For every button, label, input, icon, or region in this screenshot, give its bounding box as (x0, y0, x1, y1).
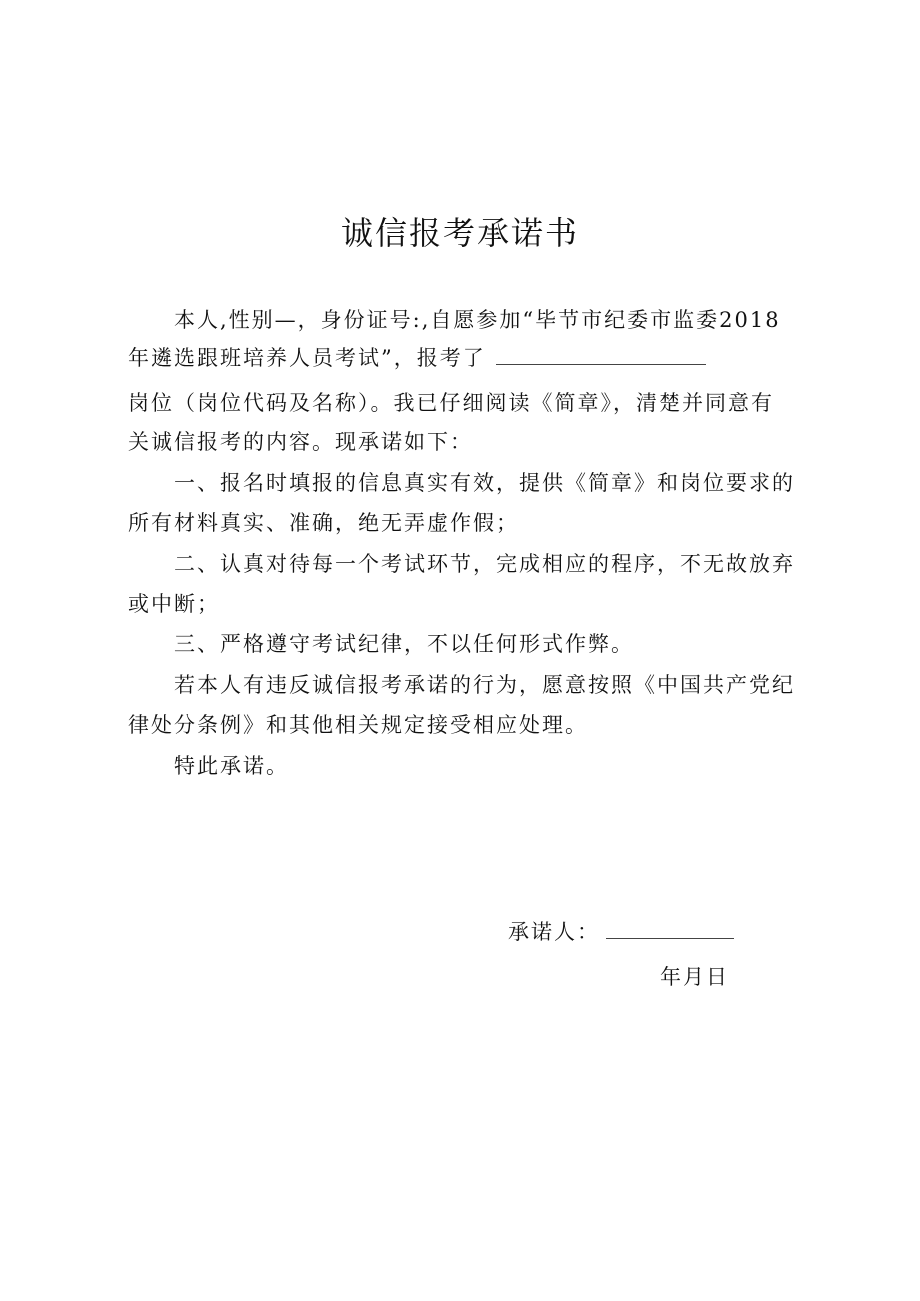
paragraph-line-3: 岗位（岗位代码及名称）。我已仔细阅读《简章》，清楚并同意有 (128, 391, 774, 415)
paragraph-line-1: 本人,性别—，身份证号:,自愿参加“毕节市纪委市监委2018 (174, 308, 781, 332)
signer-signature-field[interactable] (606, 918, 734, 939)
paragraph-line-4: 关诚信报考的内容。现承诺如下： (128, 430, 473, 454)
closing-statement: 特此承诺。 (174, 754, 289, 778)
signer-label: 承诺人： (508, 920, 600, 944)
penalty-line-1: 若本人有违反诚信报考承诺的行为，愿意按照《中国共产党纪 (174, 673, 795, 697)
commitment-item-1-line-1: 一、报名时填报的信息真实有效，提供《简章》和岗位要求的 (174, 471, 795, 495)
paragraph-line-2-text: 年遴选跟班培养人员考试”，报考了 (128, 346, 486, 370)
penalty-line-2: 律处分条例》和其他相关规定接受相应处理。 (128, 713, 588, 737)
commitment-item-3: 三、严格遵守考试纪律，不以任何形式作弊。 (174, 632, 634, 656)
commitment-item-1-line-2: 所有材料真实、准确，绝无弄虚作假； (128, 511, 519, 535)
position-blank-field[interactable] (496, 344, 706, 365)
date-label: 年月日 (660, 965, 729, 989)
commitment-item-2-line-2: 或中断； (128, 592, 220, 616)
document-title: 诚信报考承诺书 (340, 214, 579, 252)
paragraph-line-2 (128, 336, 808, 380)
signer-row (508, 910, 734, 954)
commitment-item-2-line-1: 二、认真对待每一个考试环节，完成相应的程序，不无故放弃 (174, 552, 795, 576)
